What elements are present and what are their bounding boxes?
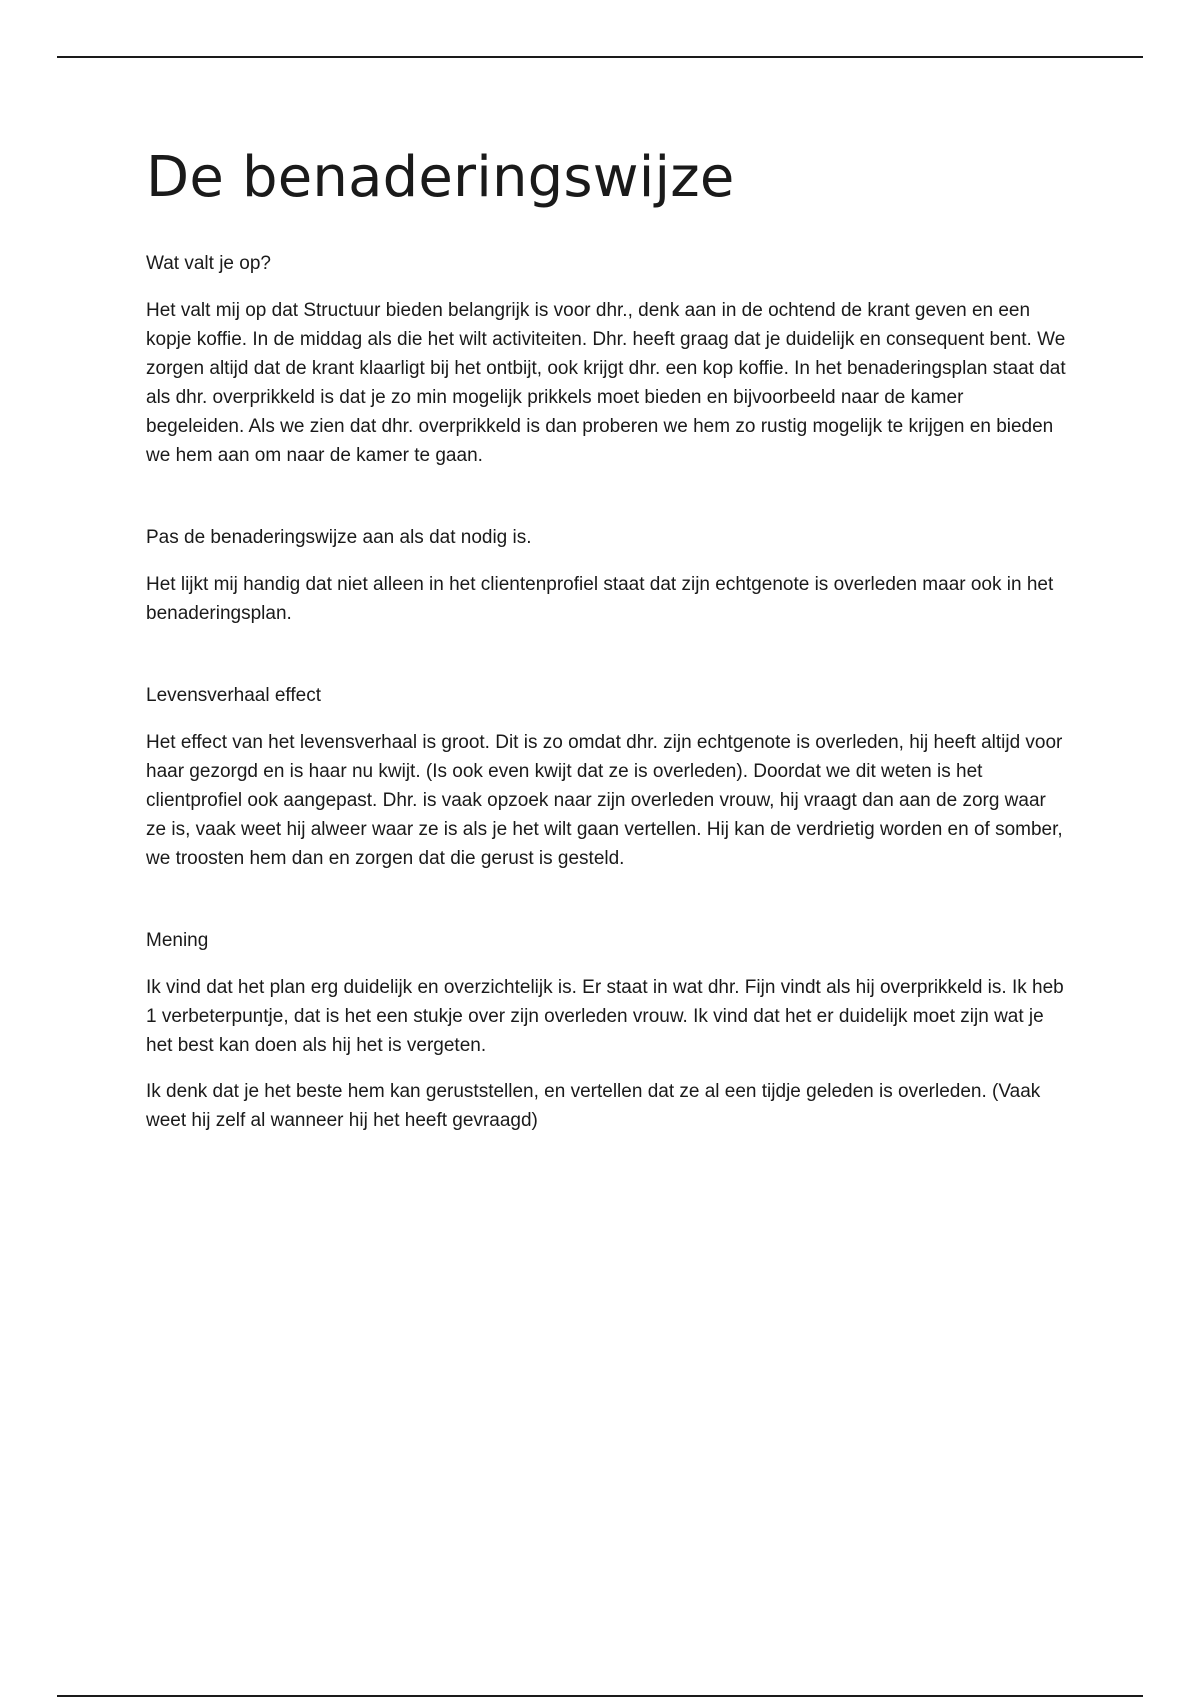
bottom-rule (57, 1695, 1143, 1697)
section-mening (146, 927, 1066, 1135)
paragraph: Ik denk dat je het beste hem kan geruststellen, en vertellen dat ze al een tijdje geleden is overleden. (Vaak weet hij zelf al wanneer hij het heeft gevraagd) (146, 1081, 1041, 1131)
section-heading: Wat valt je op? (146, 253, 271, 274)
page-title: De benaderingswijze (146, 145, 735, 210)
section-heading: Levensverhaal effect (146, 685, 321, 706)
paragraph: Het effect van het levensverhaal is groot. Dit is zo omdat dhr. zijn echtgenote is overleden, hij heeft altijd voor haar gezorgd en is haar nu kwijt. (Is ook even kwijt dat ze is overleden). Doordat we dit weten is het clientprofiel ook aangepast. Dhr. is vaak opzoek naar zijn overleden vrouw, hij vraagt dan aan de zorg waar ze is, vaak weet hij alweer waar ze is als je het wilt gaan vertellen. Hij kan de verdrietig worden en of somber, we troosten hem dan en zorgen dat die gerust is gesteld. (146, 732, 1063, 869)
paragraph: Het valt mij op dat Structuur bieden belangrijk is voor dhr., denk aan in de ochtend de krant geven en een kopje koffie. In de middag als die het wilt activiteiten. Dhr. heeft graag dat je duidelijk en consequent bent. We zorgen altijd dat de krant klaarligt bij het ontbijt, ook krijgt dhr. een kop koffie. In het benaderingsplan staat dat als dhr. overprikkeld is dat je zo min mogelijk prikkels moet bieden en bijvoorbeeld naar de kamer begeleiden. Als we zien dat dhr. overprikkeld is dan proberen we hem zo rustig mogelijk te krijgen en bieden we hem aan om naar de kamer te gaan. (146, 300, 1066, 466)
document-body (146, 146, 1066, 1152)
paragraph: Ik vind dat het plan erg duidelijk en overzichtelijk is. Er staat in wat dhr. Fijn vindt als hij overprikkeld is. Ik heb 1 verbeterpuntje, dat is het een stukje over zijn overleden vrouw. Ik vind dat het er duidelijk moet zijn wat je het best kan doen als hij het is vergeten. (146, 977, 1064, 1056)
paragraph: Het lijkt mij handig dat niet alleen in het clientenprofiel staat dat zijn echtgenote is overleden maar ook in het benaderingsplan. (146, 574, 1054, 624)
section-heading: Mening (146, 930, 209, 951)
section-heading: Pas de benaderingswijze aan als dat nodig is. (146, 527, 532, 548)
section-levensverhaal-effect (146, 682, 1066, 873)
section-wat-valt-je-op (146, 250, 1066, 470)
section-aanpassen (146, 524, 1066, 628)
top-rule (57, 56, 1143, 58)
